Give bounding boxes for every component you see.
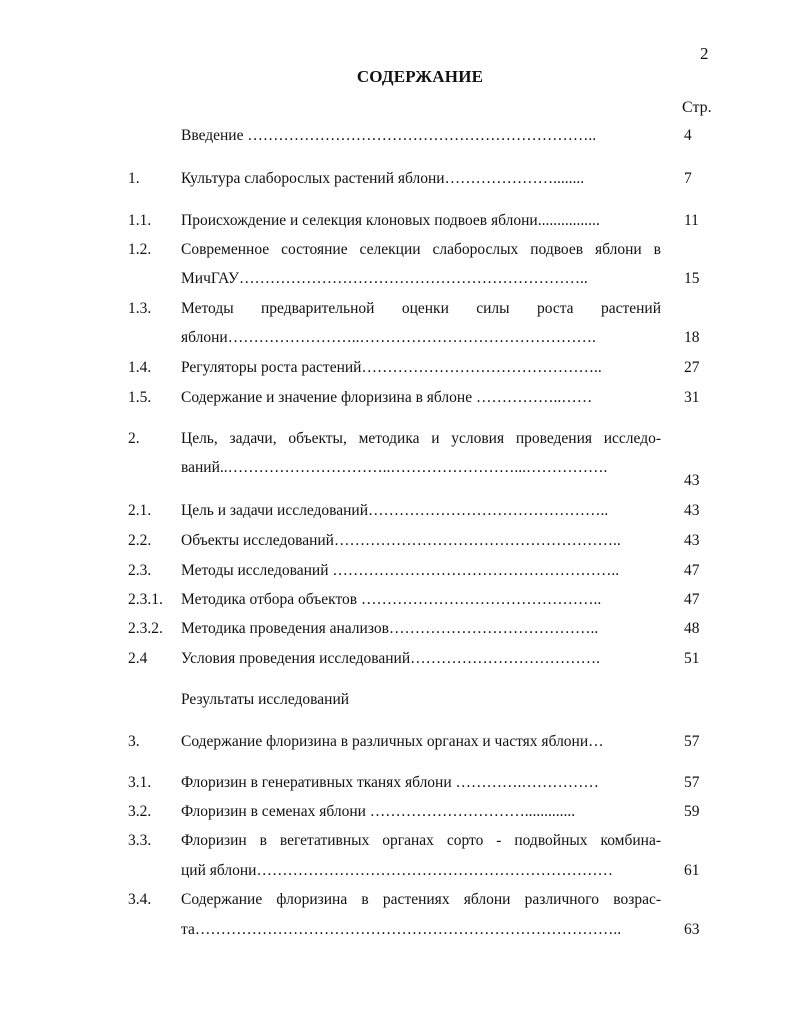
toc-page: 47	[684, 591, 700, 608]
toc-number: 2.4	[128, 650, 148, 667]
toc-title: Регуляторы роста растений………………………………………..	[181, 359, 602, 376]
toc-entry	[0, 238, 794, 262]
toc-title: Условия проведения исследований……………………………….	[181, 650, 601, 667]
toc-entry	[0, 559, 794, 583]
toc-number: 2.2.	[128, 532, 152, 549]
toc-title: Методы исследований ………………………………………………..	[181, 562, 620, 579]
toc-page: 61	[684, 862, 700, 879]
toc-number: 3.4.	[128, 891, 152, 908]
toc-number: 1.	[128, 170, 140, 187]
toc-title: Содержание флоризина в растениях яблони различного возрас-	[181, 891, 661, 908]
toc-title: Флоризин в генеративных тканях яблони ………….……………	[181, 774, 599, 791]
toc-title: Результаты исследований	[181, 691, 350, 708]
page-column-label: Стр.	[682, 99, 712, 116]
toc-entry	[0, 647, 794, 671]
toc-title: Флоризин в семенах яблони ………………………….............	[181, 803, 576, 820]
toc-title: Методика отбора объектов ………………………………………..	[181, 591, 602, 608]
toc-number: 1.5.	[128, 389, 152, 406]
toc-number: 3.2.	[128, 803, 152, 820]
toc-number: 3.1.	[128, 774, 152, 791]
toc-title: Содержание и значение флоризина в яблоне ……………..……	[181, 389, 593, 406]
toc-title: Методика проведения анализов…………………………………..	[181, 620, 599, 637]
toc-title: Современное состояние селекции слаборослых подвоев яблони в	[181, 241, 661, 258]
toc-number: 3.3.	[128, 832, 152, 849]
toc-title: яблони……………………..……………………………………….	[181, 329, 596, 346]
toc-entry	[0, 730, 794, 754]
toc-entry	[0, 124, 794, 148]
toc-title: ваний..…………………………..……………………...…………….	[181, 459, 608, 476]
toc-number: 1.1.	[128, 212, 152, 229]
toc-title: ций яблони……………………………………………………………	[181, 862, 613, 879]
toc-entry	[0, 427, 794, 451]
toc-page: 31	[684, 389, 700, 406]
toc-entry	[0, 386, 794, 410]
toc-entry	[0, 209, 794, 233]
toc-number: 1.3.	[128, 300, 152, 317]
toc-title: та………………………………………………………………………..	[181, 921, 622, 938]
toc-entry	[0, 888, 794, 912]
page-title: СОДЕРЖАНИЕ	[356, 67, 484, 86]
toc-entry	[0, 167, 794, 191]
toc-number: 3.	[128, 733, 140, 750]
toc-title: Методы предварительной оценки силы роста растений	[181, 300, 661, 317]
toc-page: 63	[684, 921, 700, 938]
toc-entry	[0, 588, 794, 612]
toc-entry	[0, 529, 794, 553]
toc-number: 2.3.1.	[128, 591, 163, 608]
toc-entry	[0, 267, 794, 291]
toc-number: 2.3.	[128, 562, 152, 579]
toc-page: 11	[684, 212, 699, 229]
toc-page: 18	[684, 329, 700, 346]
toc-page: 7	[684, 170, 692, 187]
toc-entry	[0, 326, 794, 350]
toc-entry	[0, 297, 794, 321]
toc-title: Цель, задачи, объекты, методика и условия проведения исследо-	[181, 430, 661, 447]
toc-page: 43	[684, 502, 700, 519]
toc-entry	[0, 771, 794, 795]
toc-page: 47	[684, 562, 700, 579]
toc-entry	[0, 688, 794, 712]
toc-title: Культура слаборослых растений яблони…………………........	[181, 170, 585, 187]
toc-page: 51	[684, 650, 700, 667]
toc-page: 57	[684, 774, 700, 791]
toc-entry	[0, 918, 794, 942]
toc-title: Цель и задачи исследований………………………………………..	[181, 502, 609, 519]
toc-page: 57	[684, 733, 700, 750]
toc-number: 2.	[128, 430, 140, 447]
toc-entry	[0, 859, 794, 883]
toc-entry	[0, 800, 794, 824]
toc-page: 59	[684, 803, 700, 820]
toc-number: 2.3.2.	[128, 620, 163, 637]
toc-number: 1.4.	[128, 359, 152, 376]
toc-entry	[0, 469, 794, 493]
toc-number: 2.1.	[128, 502, 152, 519]
toc-page: 27	[684, 359, 700, 376]
toc-entry	[0, 499, 794, 523]
toc-title: Происхождение и селекция клоновых подвоев яблони................	[181, 212, 600, 229]
toc-page: 43	[684, 532, 700, 549]
toc-title: Содержание флоризина в различных органах и частях яблони…	[181, 733, 604, 750]
toc-number: 1.2.	[128, 241, 152, 258]
toc-page: 15	[684, 270, 700, 287]
toc-page: 48	[684, 620, 700, 637]
toc-title: Объекты исследований………………………………………………..	[181, 532, 621, 549]
toc-title: МичГАУ…………………………………………………………..	[181, 270, 588, 287]
toc-title: Введение …………………………………………………………..	[181, 127, 597, 144]
toc-entry	[0, 829, 794, 853]
toc-page: 4	[684, 127, 692, 144]
toc-entry	[0, 356, 794, 380]
toc-page: 43	[684, 472, 700, 489]
toc-entry	[0, 617, 794, 641]
toc-title: Флоризин в вегетативных органах сорто - подвойных комбина-	[181, 832, 661, 849]
page-number: 2	[700, 44, 709, 63]
